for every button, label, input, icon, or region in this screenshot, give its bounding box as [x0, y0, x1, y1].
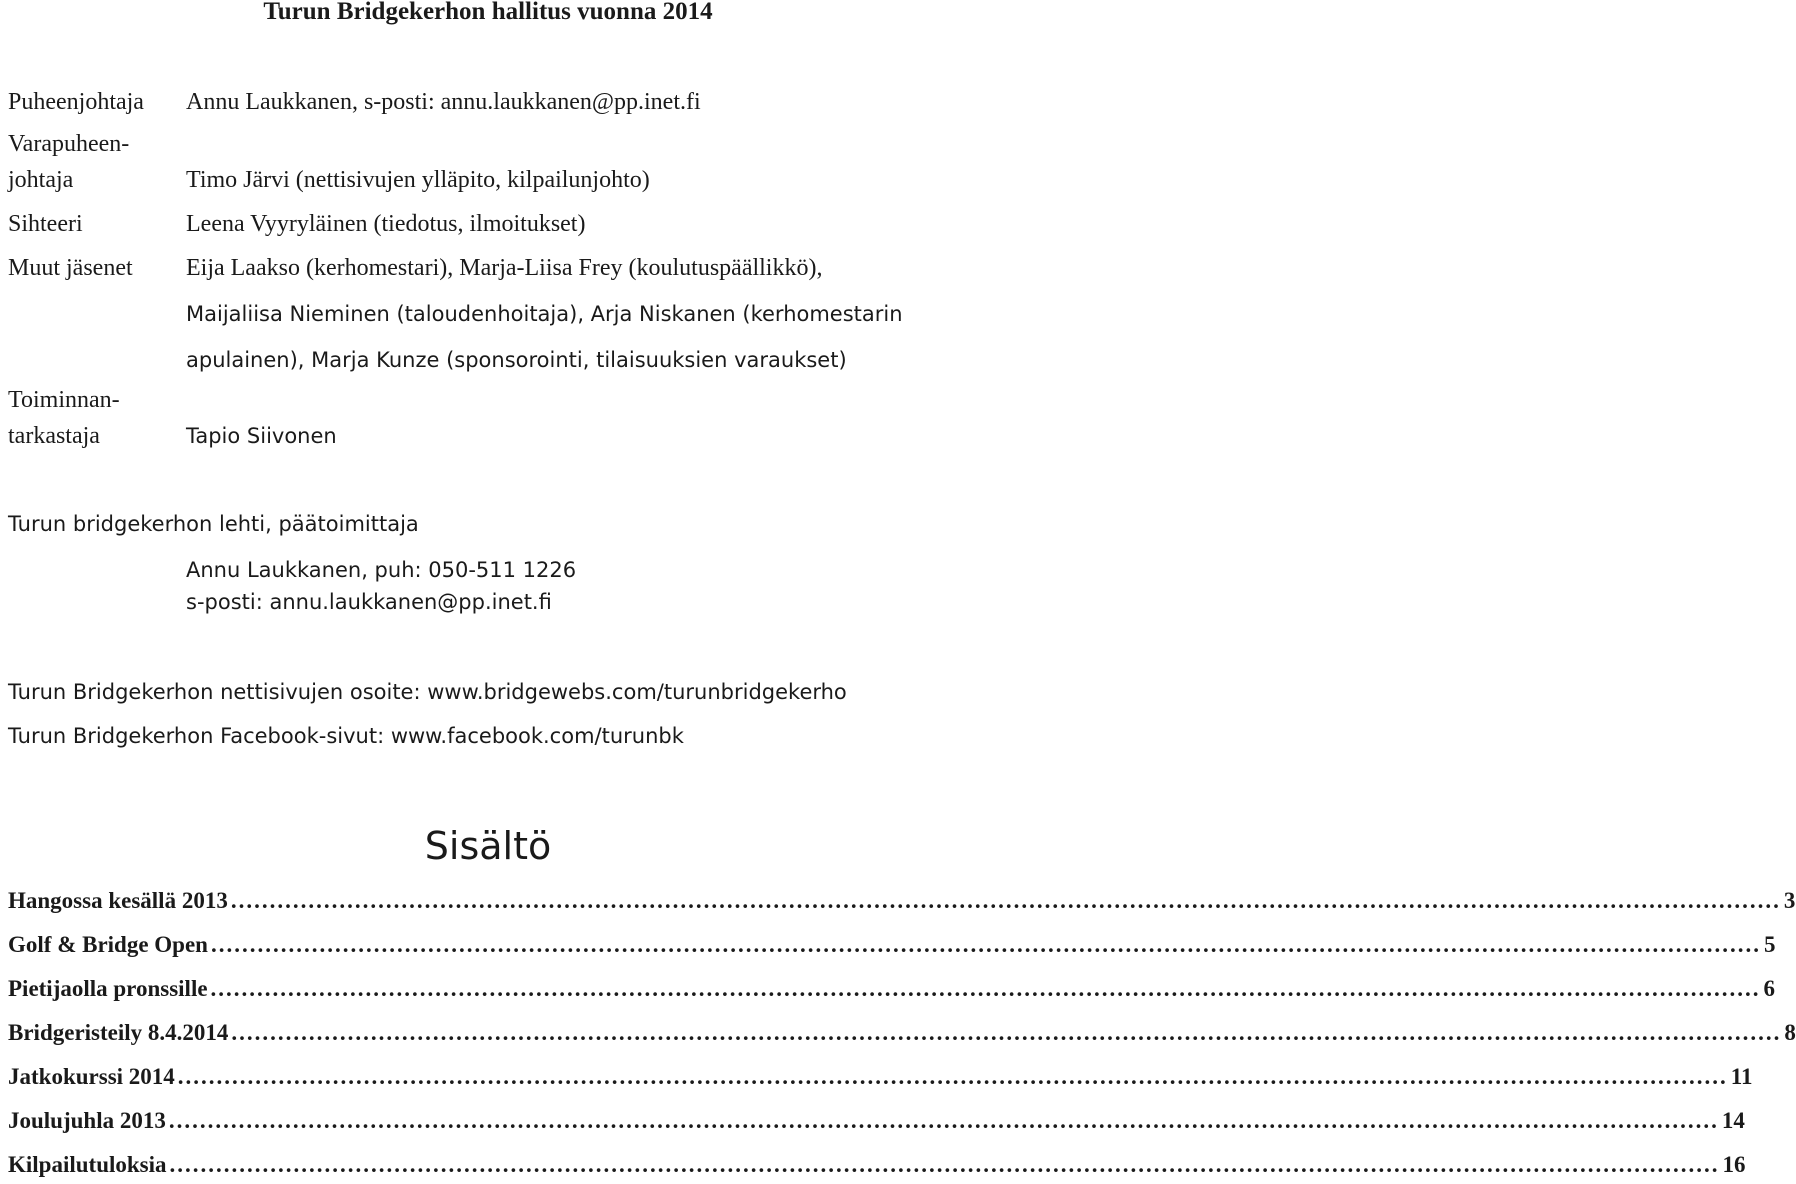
toc-heading: Sisältö [424, 824, 552, 868]
toc-item [8, 1150, 1746, 1180]
toc-leader-dots: ........................................................................................................................................................................................................ [231, 1020, 1782, 1045]
toc-leader-dots: ........................................................................................................................................................................................................ [210, 976, 1761, 1001]
toc-item [8, 1062, 1753, 1092]
member-others-line1: Eija Laakso (kerhomestari), Marja-Liisa Frey (koulutuspäällikkö), [186, 255, 823, 281]
magazine-heading: Turun bridgekerhon lehti, päätoimittaja [8, 512, 419, 536]
toc-leader-dots: ........................................................................................................................................................................................................ [177, 1064, 1728, 1089]
toc-item-page: 14 [1721, 1108, 1745, 1133]
role-vice-chair-line1: Varapuheen- [8, 131, 130, 157]
role-other-members: Muut jäsenet [8, 255, 133, 281]
member-vice-chair: Timo Järvi (nettisivujen ylläpito, kilpailunjohto) [186, 167, 650, 193]
toc-item-page: 6 [1763, 976, 1776, 1001]
toc-item-title: Bridgeristeily 8.4.2014 [8, 1020, 229, 1045]
magazine-contact-email: s-posti: annu.laukkanen@pp.inet.fi [186, 590, 552, 614]
website-address: Turun Bridgekerhon nettisivujen osoite: www.bridgewebs.com/turunbridgekerho [8, 680, 847, 704]
toc-item-page: 5 [1763, 932, 1776, 957]
role-vice-chair-line2: johtaja [8, 167, 74, 193]
toc-item [8, 1106, 1745, 1136]
facebook-address: Turun Bridgekerhon Facebook-sivut: www.facebook.com/turunbk [8, 724, 684, 748]
toc-item-title: Golf & Bridge Open [8, 932, 208, 957]
toc-item-title: Pietijaolla pronssille [8, 976, 208, 1001]
toc-item-page: 11 [1730, 1064, 1753, 1089]
toc-item [8, 974, 1776, 1004]
toc-item-title: Jatkokurssi 2014 [8, 1064, 175, 1089]
toc-item-page: 16 [1722, 1152, 1746, 1177]
role-chair: Puheenjohtaja [8, 89, 144, 115]
toc-item [8, 930, 1776, 960]
toc-item-page: 3 [1783, 888, 1796, 913]
toc-item [8, 886, 1796, 916]
toc-leader-dots: ........................................................................................................................................................................................................ [169, 1152, 1720, 1177]
toc-item [8, 1018, 1796, 1048]
role-auditor-line1: Toiminnan- [8, 387, 120, 413]
toc-item-title: Kilpailutuloksia [8, 1152, 167, 1177]
role-auditor-line2: tarkastaja [8, 423, 100, 449]
toc-item-title: Hangossa kesällä 2013 [8, 888, 228, 913]
toc-leader-dots: ........................................................................................................................................................................................................ [168, 1108, 1719, 1133]
toc-item-title: Joulujuhla 2013 [8, 1108, 166, 1133]
magazine-contact-phone: Annu Laukkanen, puh: 050-511 1226 [186, 558, 577, 582]
toc-leader-dots: ........................................................................................................................................................................................................ [210, 932, 1761, 957]
member-secretary: Leena Vyyryläinen (tiedotus, ilmoitukset) [186, 211, 586, 237]
member-chair: Annu Laukkanen, s-posti: annu.laukkanen@pp.inet.fi [186, 89, 701, 115]
member-others-line3: apulainen), Marja Kunze (sponsorointi, tilaisuuksien varaukset) [186, 348, 847, 372]
toc-leader-dots: ........................................................................................................................................................................................................ [230, 888, 1781, 913]
member-auditor: Tapio Siivonen [186, 424, 337, 448]
toc-item-page: 8 [1784, 1020, 1796, 1045]
member-others-line2: Maijaliisa Nieminen (taloudenhoitaja), Arja Niskanen (kerhomestarin [186, 302, 903, 326]
page-title: Turun Bridgekerhon hallitus vuonna 2014 [263, 0, 713, 25]
role-secretary: Sihteeri [8, 211, 83, 237]
